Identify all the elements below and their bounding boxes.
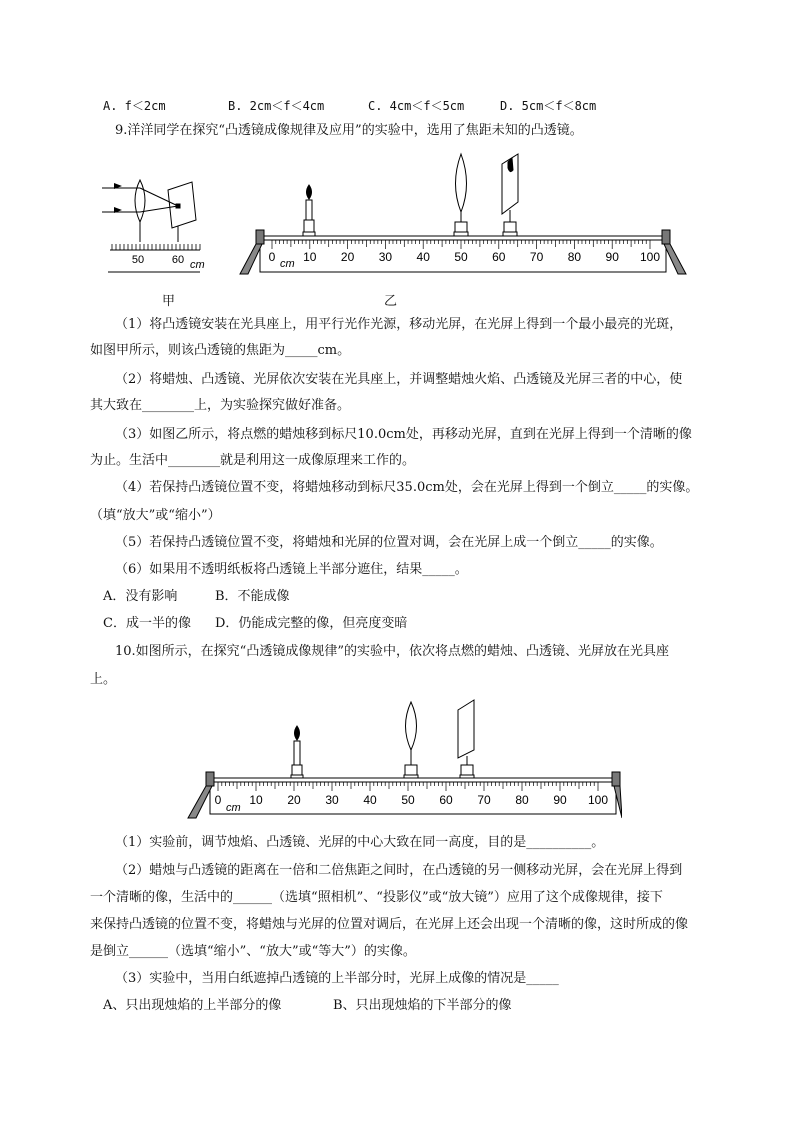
ruler-tick-label: 10 — [249, 793, 263, 807]
q8-option-a: A. f＜2cm — [103, 99, 166, 113]
ruler-tick-label: 100 — [587, 793, 609, 807]
ruler-tick-label: 70 — [477, 793, 491, 807]
ruler-tick-label: 50 — [454, 250, 468, 264]
ruler-tick-label: 30 — [325, 793, 339, 807]
q8-option-b: B. 2cm＜f＜4cm — [228, 99, 325, 113]
q9-part3-b: 为止。生活中________就是利用这一成像原理来工作的。 — [90, 453, 416, 468]
q10-option-b: B、只出现烛焰的下半部分的像 — [333, 998, 512, 1013]
q8-option-d: D. 5cm＜f＜8cm — [500, 99, 597, 113]
jia-tick-60: 60 — [171, 254, 185, 266]
ruler-tick-label: 10 — [303, 250, 317, 264]
ruler-tick-label: 0 — [214, 793, 222, 807]
q10-part1: （1）实验前，调节烛焰、凸透镜、光屏的中心大致在同一高度，目的是__________。 — [115, 835, 605, 850]
figure-yi-optical-bench — [232, 150, 692, 280]
q10-part2-c: 来保持凸透镜的位置不变，将蜡烛与光屏的位置对调后，在光屏上还会出现一个清晰的像，这时所成的像 — [90, 917, 689, 932]
q9-part1-a: （1）将凸透镜安装在光具座上，用平行光作光源，移动光屏，在光屏上得到一个最小最亮的光斑， — [115, 317, 683, 332]
q8-option-c: C. 4cm＜f＜5cm — [368, 99, 465, 113]
convex-lens-icon — [454, 154, 468, 240]
ruler-tick-label: 60 — [492, 250, 506, 264]
figure-jia — [100, 170, 220, 300]
q9-part2-b: 其大致在________上，为实验探究做好准备。 — [90, 398, 351, 413]
figure-jia-label: 甲 — [162, 294, 176, 309]
light-screen — [458, 700, 474, 783]
bench1-unit: cm — [280, 258, 295, 270]
ruler-tick-label: 20 — [340, 250, 355, 264]
ruler-tick-label: 20 — [287, 793, 301, 807]
q10-part2-b: 一个清晰的像，生活中的______（选填“照相机”、“投影仪”或“放大镜”）应用了这个成像规律，接下 — [90, 890, 663, 905]
q10-optical-bench — [182, 696, 622, 826]
q9-part6: （6）如果用不透明纸板将凸透镜上半部分遮住，结果_____。 — [115, 562, 468, 577]
q9-part2-a: （2）将蜡烛、凸透镜、光屏依次安装在光具座上，并调整蜡烛火焰、凸透镜及光屏三者的中心，使 — [115, 372, 683, 387]
q9-option-b: B．不能成像 — [215, 589, 290, 604]
q9-part4-b: （填“放大”或“缩小”） — [90, 508, 221, 523]
q10-stem-a: 10.如图所示，在探究“凸透镜成像规律”的实验中，依次将点燃的蜡烛、凸透镜、光屏放在光具座 — [115, 644, 669, 659]
candle-icon — [303, 185, 315, 240]
ruler-tick-label: 90 — [553, 793, 567, 807]
q9-part4-a: （4）若保持凸透镜位置不变，将蜡烛移动到标尺35.0cm处，会在光屏上得到一个倒立_____的实像。 — [115, 480, 699, 495]
light-screen — [168, 182, 196, 228]
q9-stem: 9.洋洋同学在探究“凸透镜成像规律及应用”的实验中，选用了焦距未知的凸透镜。 — [115, 123, 583, 138]
jia-unit: cm — [190, 259, 205, 271]
ruler-tick-label: 90 — [605, 250, 619, 264]
q10-part3: （3）实验中，当用白纸遮掉凸透镜的上半部分时，光屏上成像的情况是_____ — [115, 971, 559, 986]
jia-tick-50: 50 — [131, 254, 145, 266]
ruler-tick-label: 60 — [439, 793, 453, 807]
ruler-tick-label: 30 — [378, 250, 393, 264]
ruler-tick-label: 80 — [515, 793, 529, 807]
q10-option-a: A、只出现烛焰的上半部分的像 — [103, 998, 282, 1013]
ruler-tick-label: 80 — [567, 250, 582, 264]
light-screen — [502, 154, 518, 240]
q10-stem-b: 上。 — [90, 672, 117, 687]
ruler-tick-label: 70 — [529, 250, 544, 264]
q10-part2-d: 是倒立______（选填“缩小”、“放大”或“等大”）的实像。 — [90, 944, 416, 959]
ruler-tick-label: 50 — [401, 793, 415, 807]
q9-part3-a: （3）如图乙所示，将点燃的蜡烛移到标尺10.0cm处，再移动光屏，直到在光屏上得到一个清晰的像 — [115, 427, 692, 442]
q9-option-a: A．没有影响 — [103, 589, 178, 604]
figure-yi-label: 乙 — [384, 294, 398, 309]
ruler-tick-label: 100 — [639, 250, 661, 264]
q10-part2-a: （2）蜡烛与凸透镜的距离在一倍和二倍焦距之间时，在凸透镜的另一侧移动光屏，会在光屏上得到 — [115, 863, 683, 878]
convex-lens-icon — [404, 702, 418, 783]
bench2-unit: cm — [226, 802, 241, 814]
ruler-tick-label: 40 — [416, 250, 430, 264]
q9-option-d: D．仍能成完整的像，但亮度变暗 — [215, 616, 408, 631]
ruler-tick-label: 0 — [268, 250, 276, 264]
q9-part5: （5）若保持凸透镜位置不变，将蜡烛和光屏的位置对调，会在光屏上成一个倒立_____的实像。 — [115, 535, 663, 550]
q9-option-c: C．成一半的像 — [103, 616, 191, 631]
q9-part1-b: 如图甲所示，则该凸透镜的焦距为_____cm。 — [90, 343, 351, 358]
ruler-tick-label: 40 — [363, 793, 377, 807]
candle-icon — [291, 726, 303, 783]
convex-lens-icon — [135, 180, 145, 222]
